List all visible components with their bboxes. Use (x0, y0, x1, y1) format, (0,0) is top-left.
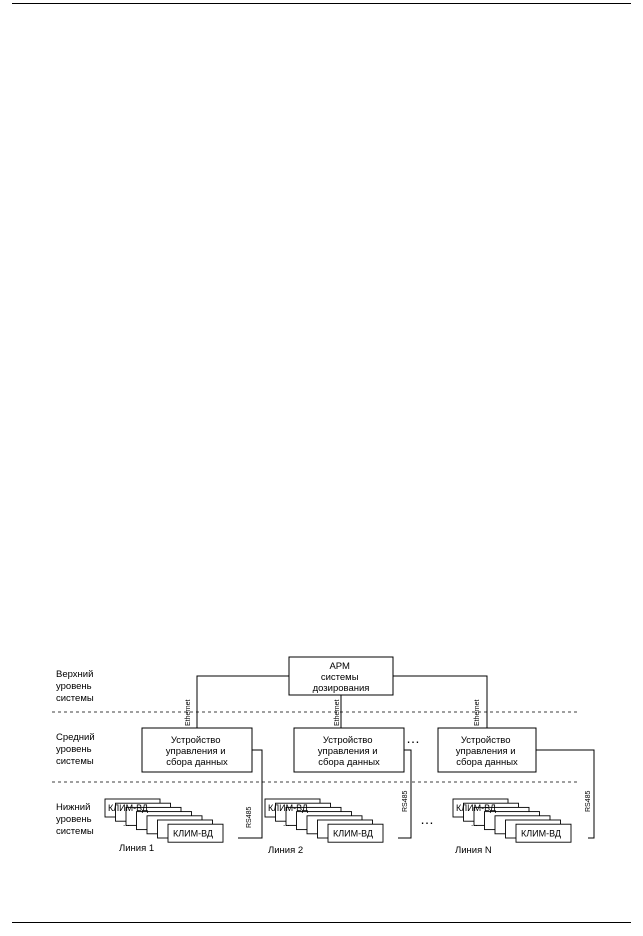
ethernet-label-3: Ethernet (474, 699, 481, 726)
svg-text:Устройство управления и: Устройство управления и сбора данных (165, 735, 228, 768)
svg-text:Устройство управления и: Устройство управления и сбора данных (317, 735, 380, 768)
device-stack-line-2 (265, 799, 383, 842)
ellipsis-controllers: … (406, 730, 420, 746)
page-bottom-rule (12, 922, 631, 923)
ellipsis-lines: … (420, 811, 434, 827)
device-ellipsis: ... (471, 819, 478, 828)
rs485-label-1: RS485 (246, 806, 253, 828)
svg-text:Устройство управления и: Устройство управления и сбора данных (455, 735, 518, 768)
rs485-label-2: RS485 (402, 790, 409, 812)
controller-box-3 (438, 728, 536, 772)
ethernet-label-1: Ethernet (185, 699, 192, 726)
level-label-top: Верхний уровень системы (56, 669, 94, 704)
device-stack-line-1 (105, 799, 223, 842)
svg-text:АРМ системы дозиро: АРМ системы дозирования (312, 661, 370, 694)
device-label-back: КЛИМ-ВД (268, 803, 309, 813)
device-ellipsis: ... (123, 819, 130, 828)
device-label-front: КЛИМ-ВД (521, 828, 562, 839)
line-label-3: Линия N (455, 845, 492, 856)
rs485-label-3: RS485 (585, 790, 592, 812)
controller-box-2 (294, 728, 404, 772)
device-label-back: КЛИМ-ВД (456, 803, 497, 813)
level-label-middle: Средний уровень системы (56, 732, 95, 767)
arm-workstation-box (289, 657, 393, 695)
ethernet-link-1 (197, 676, 289, 728)
line-label-1: Линия 1 (119, 843, 155, 854)
ethernet-label-2: Ethernet (334, 699, 341, 726)
device-label-front: КЛИМ-ВД (333, 828, 374, 839)
line-label-2: Линия 2 (268, 845, 304, 856)
device-label-front: КЛИМ-ВД (173, 828, 214, 839)
controller-box-1 (142, 728, 252, 772)
level-label-bottom: Нижний уровень системы (56, 802, 94, 837)
device-label-back: КЛИМ-ВД (108, 803, 149, 813)
device-stack-line-3 (453, 799, 571, 842)
device-ellipsis: ... (283, 819, 290, 828)
ethernet-link-3 (393, 676, 487, 728)
